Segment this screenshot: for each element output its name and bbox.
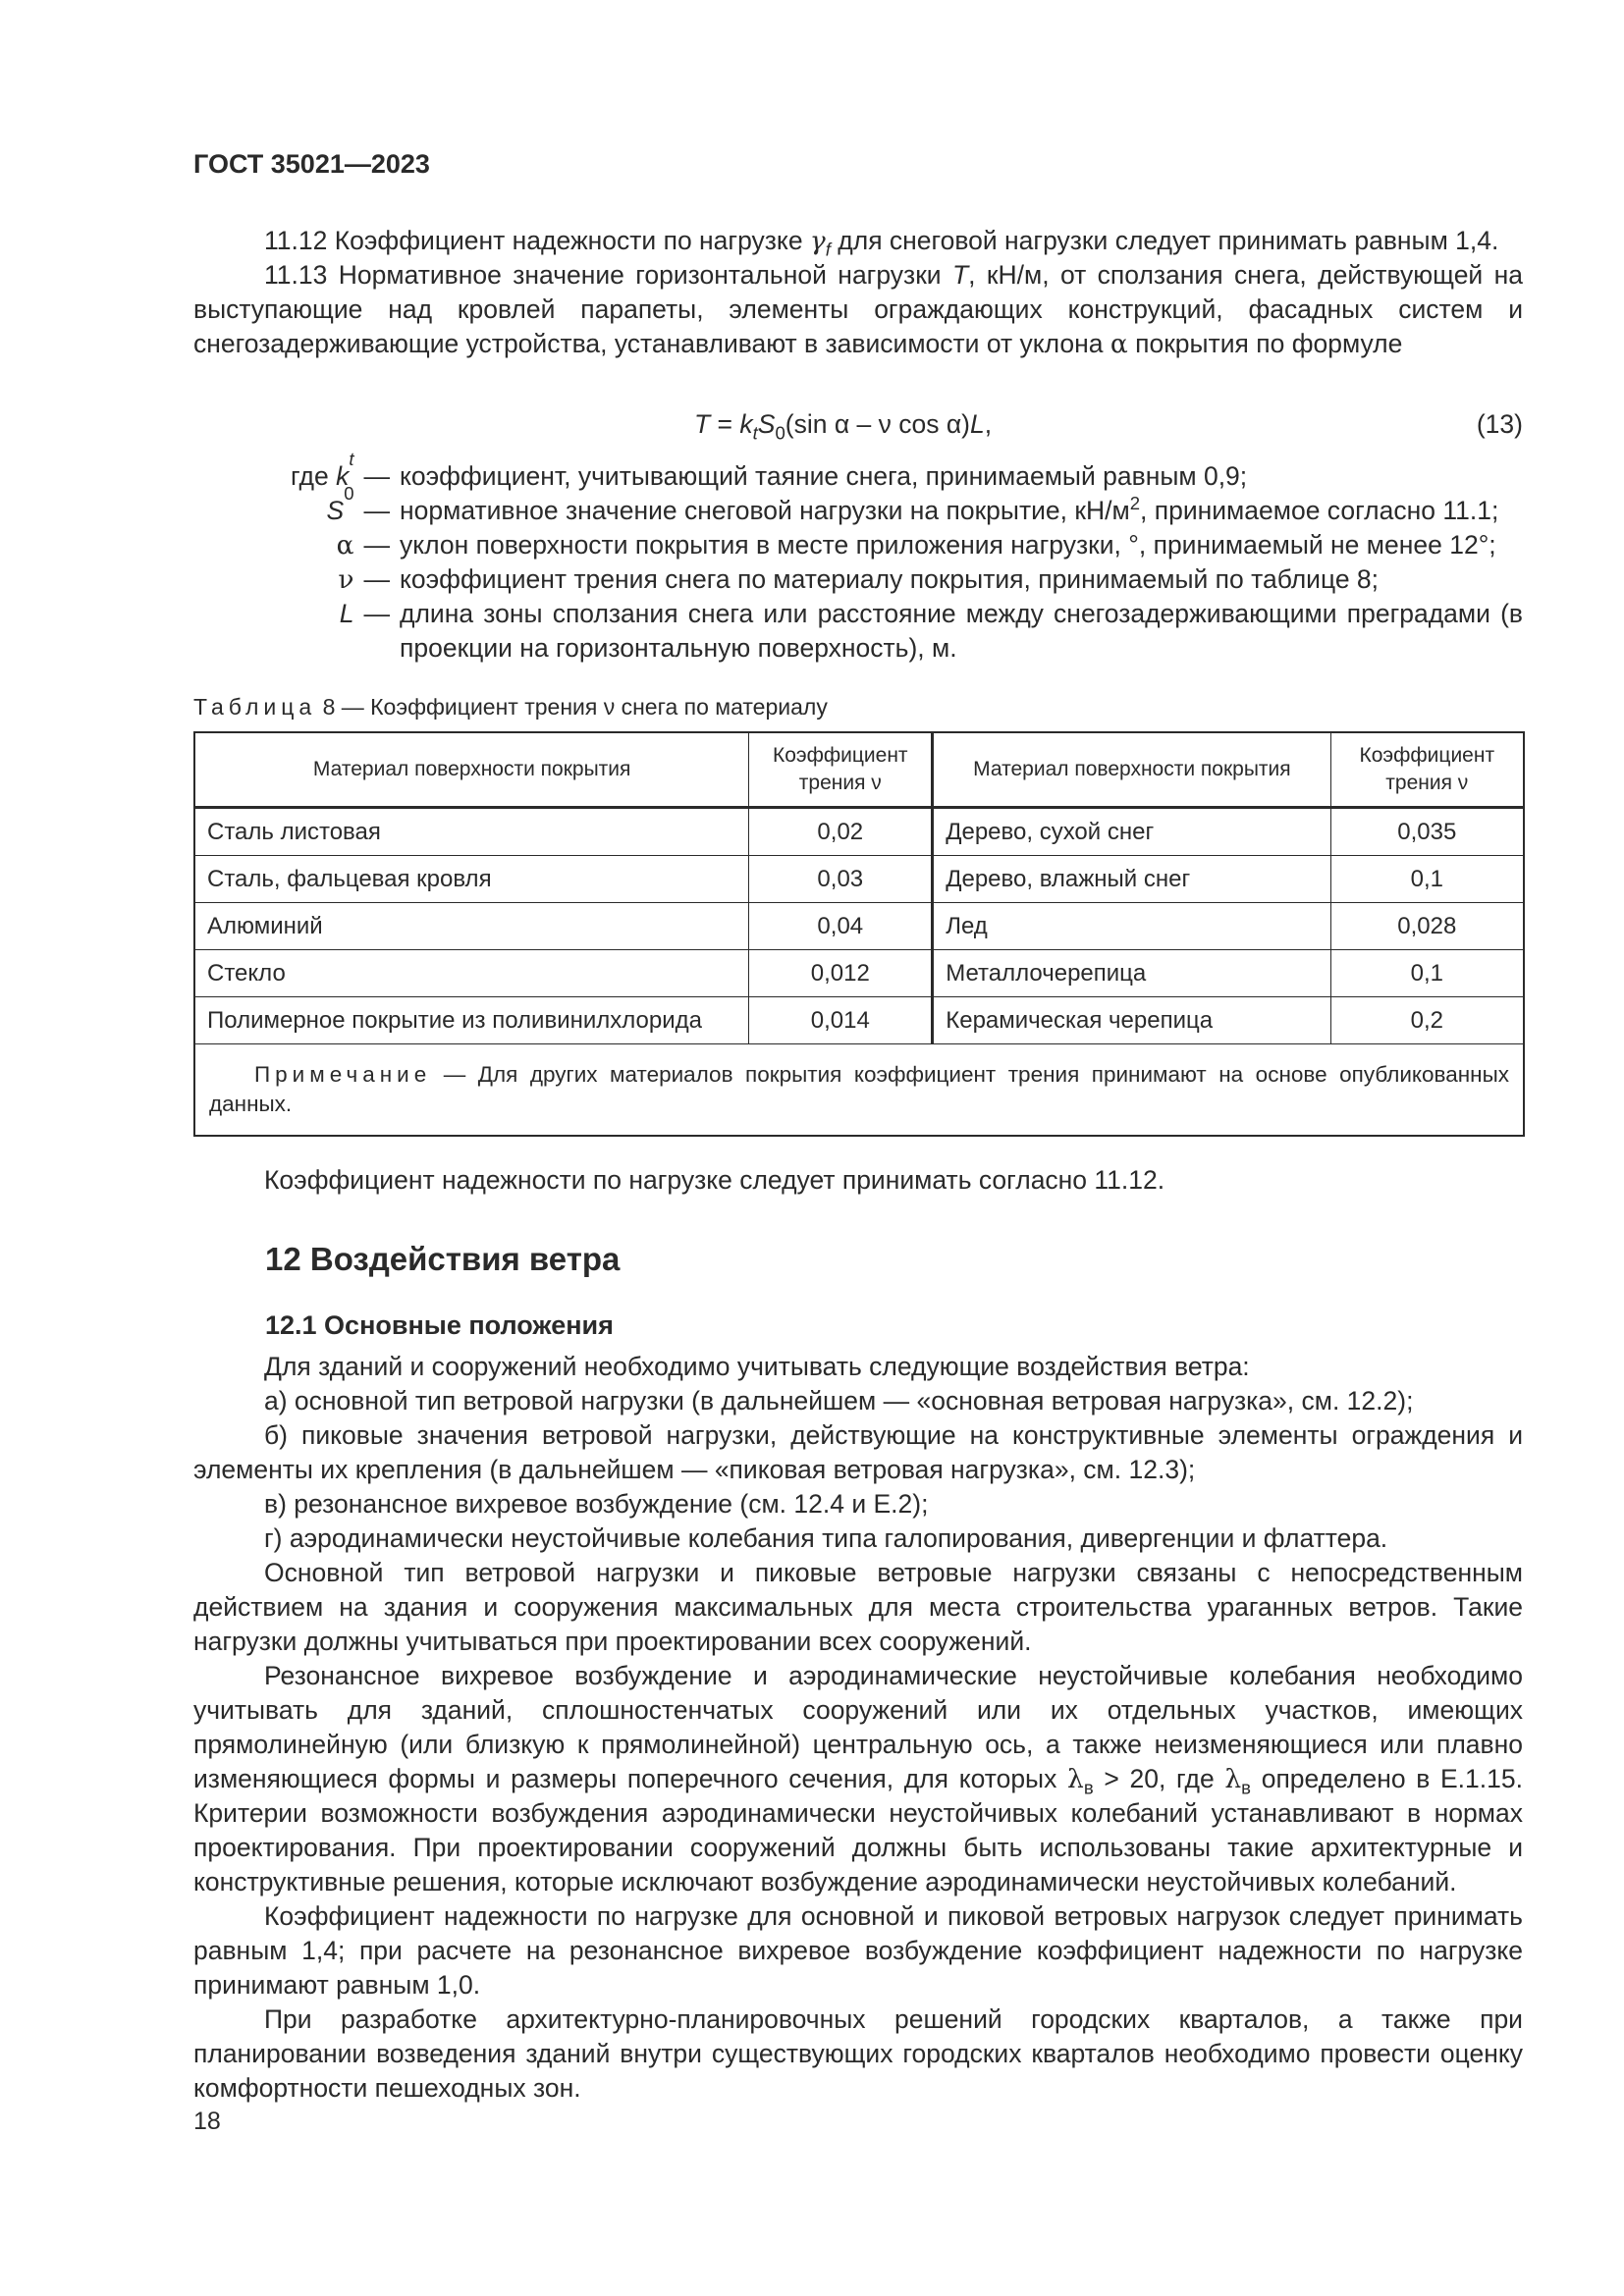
col-header-material: Материал поверхности покрытия [933, 732, 1330, 808]
paragraph: Коэффициент надежности по нагрузке для основной и пиковой ветровых нагрузок следует принимать равным 1,4; при расчете на резонансное вихревое возбуждение коэффициент надежности по нагрузке принимают равным 1,0. [193, 1901, 1523, 2000]
list-item: б) пиковые значения ветровой нагрузки, действующие на конструктивные элементы ограждения и элементы их крепления (в дальнейшем — «пиковая ветровая нагрузка», см. 12.3); [193, 1420, 1523, 1484]
paragraph: При разработке архитектурно-планировочных решений городских кварталов, а также при планировании возведения зданий внутри существующих городских кварталов необходимо провести оценку комфортности пешеходных зон. [193, 2004, 1523, 2103]
table-cell: 0,2 [1330, 997, 1524, 1044]
legend-item: S 0 — нормативное значение снеговой нагрузки на покрытие, $кН/м^2$, принимаемое согласно 11.1; [326, 483, 1499, 525]
table-row [194, 856, 1524, 903]
col-header-coef: Коэффициент трения ν [1330, 732, 1524, 808]
table-cell: Алюминий [194, 903, 749, 950]
clause-11-13: 11.13 Нормативное значение горизонтальной нагрузки T, кН/м, от сползания снега, действующей на выступающие над кровлей парапеты, элементы ограждающих конструкций, фасадных систем и снегозадерживающие устройства, устанавливают в зависимости от уклона α покрытия по формуле [193, 260, 1523, 359]
table-header-row [194, 732, 1524, 808]
table-cell: Сталь листовая [194, 808, 749, 856]
table-cell: Лед [933, 903, 1330, 950]
table-cell: Стекло [194, 950, 749, 997]
table-cell: 0,1 [1330, 950, 1524, 997]
table-cell: 0,1 [1330, 856, 1524, 903]
table-row [194, 903, 1524, 950]
table-cell: 0,014 [749, 997, 933, 1044]
table-note: Примечание — Для других материалов покрытия коэффициент трения принимают на основе опубликованных данных. [194, 1044, 1524, 1137]
table-cell: Металлочерепица [933, 950, 1330, 997]
legend-item: где k t — коэффициент, учитывающий таяние снега, принимаемый равным 0,9; [291, 449, 1248, 491]
list-item: в) резонансное вихревое возбуждение (см. 12.4 и Е.2); [264, 1489, 929, 1519]
list-item: г) аэродинамически неустойчивые колебания типа галопирования, дивергенции и флаттера. [264, 1523, 1388, 1553]
table-cell: 0,02 [749, 808, 933, 856]
table-cell: Дерево, влажный снег [933, 856, 1330, 903]
table-row [194, 997, 1524, 1044]
table-row [194, 950, 1524, 997]
section-12-body [193, 1350, 1523, 2106]
table-note-row [194, 1044, 1524, 1137]
table-cell: 0,028 [1330, 903, 1524, 950]
subsection-title: 12.1 Основные положения [265, 1310, 614, 1340]
table-cell: Сталь, фальцевая кровля [194, 856, 749, 903]
table-cell: 0,04 [749, 903, 933, 950]
legend-item: ν — коэффициент трения снега по материалу покрытия, принимаемый по таблице 8; [338, 564, 1380, 595]
after-table-paragraph: Коэффициент надежности по нагрузке следует принимать согласно 11.12. [264, 1165, 1165, 1195]
table-cell: 0,012 [749, 950, 933, 997]
table-cell: Полимерное покрытие из поливинилхлорида [194, 997, 749, 1044]
table-cell: Керамическая черепица [933, 997, 1330, 1044]
paragraph: Основной тип ветровой нагрузки и пиковые ветровые нагрузки связаны с непосредственным действием на здания и сооружения максимальных для места строительства ураганных ветров. Такие нагрузки должны учитываться при проектировании всех сооружений. [193, 1558, 1523, 1656]
table-cell: 0,035 [1330, 808, 1524, 856]
list-item: а) основной тип ветровой нагрузки (в дальнейшем — «основная ветровая нагрузка», см. 12.2); [264, 1386, 1414, 1415]
section-title: 12 Воздействия ветра [265, 1241, 621, 1277]
section-intro: Для зданий и сооружений необходимо учитывать следующие воздействия ветра: [264, 1352, 1250, 1381]
legend-item: α — уклон поверхности покрытия в месте приложения нагрузки, °, принимаемый не менее 12°; [336, 530, 1496, 561]
formula-legend [193, 449, 1523, 666]
paragraph: Резонансное вихревое возбуждение и аэродинамические неустойчивые колебания необходимо учитывать для зданий, сплошностенчатых сооружений или их отдельных участков, имеющих прямолинейную (или близкую к прямолинейной) центральную ось, а также неизменяющиеся или плавно изменяющиеся формы и размеры поперечного сечения, для которых $\lambda_в > 20$, где $\lambda_в$ определено в Е.1.15. Критерии возможности возбуждения аэродинамически неустойчивых колебаний устанавливают в нормах проектирования. При проектировании сооружений должны быть использованы такие архитектурные и конструктивные решения, которые исключают возбуждение аэродинамически неустойчивых колебаний. [193, 1661, 1523, 1896]
clause-11-12-13 [193, 224, 1523, 361]
document-header: ГОСТ 35021—2023 [193, 149, 430, 179]
page-number: 18 [193, 2108, 221, 2135]
formula-number: (13) [1476, 409, 1523, 439]
clause-11-12: 11.12 Коэффициент надежности по нагрузке $\gamma_f$ для снеговой нагрузки следует принимать равным 1,4. [264, 226, 1499, 260]
legend-item: L — длина зоны сползания снега или расстояние между снегозадерживающими преградами (в проекции на горизонтальную поверхность), м. [339, 599, 1523, 663]
formula-13 [193, 407, 1523, 443]
table-cell: Дерево, сухой снег [933, 808, 1330, 856]
table-cell: 0,03 [749, 856, 933, 903]
table-row [194, 808, 1524, 856]
col-header-material: Материал поверхности покрытия [194, 732, 749, 808]
table-caption: Таблица 8 — Коэффициент трения ν снега по материалу [193, 694, 828, 720]
formula-expression: $T = k_tS_0(\sin$ α – ν cos α)L, [694, 409, 993, 444]
col-header-coef: Коэффициент трения ν [749, 732, 933, 808]
friction-table [193, 731, 1525, 1137]
